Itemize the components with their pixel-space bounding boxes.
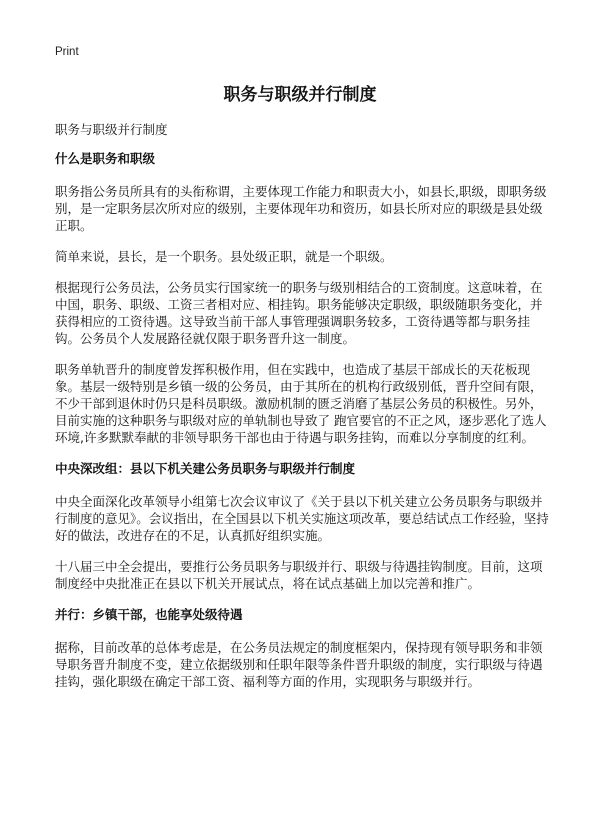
article-body [55,150,550,704]
article-subtitle: 职务与职级并行制度 [55,122,168,137]
paragraph: 简单来说，县长，是一个职务。县处级正职，就是一个职级。 [55,249,393,264]
paragraph: 职务指公务员所具有的头衔称谓，主要体现工作能力和职责大小，如县长,职级，即职务级别，是一定职务层次所对应的级别，主要体现年功和资历，如县长所对应的职级是县处级正职。 [55,184,547,233]
page-title: 职务与职级并行制度 [223,85,377,105]
section-heading: 中央深改组：县以下机关建公务员职务与职级并行制度 [55,461,356,476]
paragraph: 中央全面深化改革领导小组第七次会议审议了《关于县以下机关建立公务员职务与职级并行制度的意见》。会议指出，在全国县以下机关实施这项改革，要总结试点工作经验，坚持好的做法，改进存在的不足，认真抓好组织实施。 [55,494,549,543]
section-heading: 并行：乡镇干部，也能享处级待遇 [55,607,243,622]
section-heading: 什么是职务和职级 [55,151,156,166]
paragraph: 职务单轨晋升的制度曾发挥积极作用，但在实践中，也造成了基层干部成长的天花板现象。基层一级特别是乡镇一级的公务员，由于其所在的机构行政级别低，晋升空间有限，不少干部到退休时仍只是科员职级。激励机制的匮乏消磨了基层公务员的积极性。另外，目前实施的这种职务与职级对应的单轨制也导致了 跑官要官的不正之风，逐步恶化了选人环境,许多默默奉献的非领导职务干部也由于待遇与职务挂钩，而难以分享制度的红利。 [55,362,547,445]
paragraph: 十八届三中全会提出，要推行公务员职务与职级并行、职级与待遇挂钩制度。目前，这项制度经中央批准正在县以下机关开展试点，将在试点基础上加以完善和推广。 [55,559,543,591]
paragraph: 据称，目前改革的总体考虑是，在公务员法规定的制度框架内，保持现有领导职务和非领导职务晋升制度不变，建立依据级别和任职年限等条件晋升职级的制度，实行职级与待遇挂钩，强化职级在确定干部工资、福利等方面的作用，实现职务与职级并行。 [55,640,543,689]
print-link[interactable]: Print [55,46,79,58]
paragraph: 根据现行公务员法，公务员实行国家统一的职务与级别相结合的工资制度。这意味着，在中国，职务、职级、工资三者相对应、相挂钩。职务能够决定职级，职级随职务变化，并获得相应的工资待遇。这导致当前干部人事管理强调职务较多，工资待遇等都与职务挂钩。公务员个人发展路径就仅限于职务晋升这一制度。 [55,280,543,346]
